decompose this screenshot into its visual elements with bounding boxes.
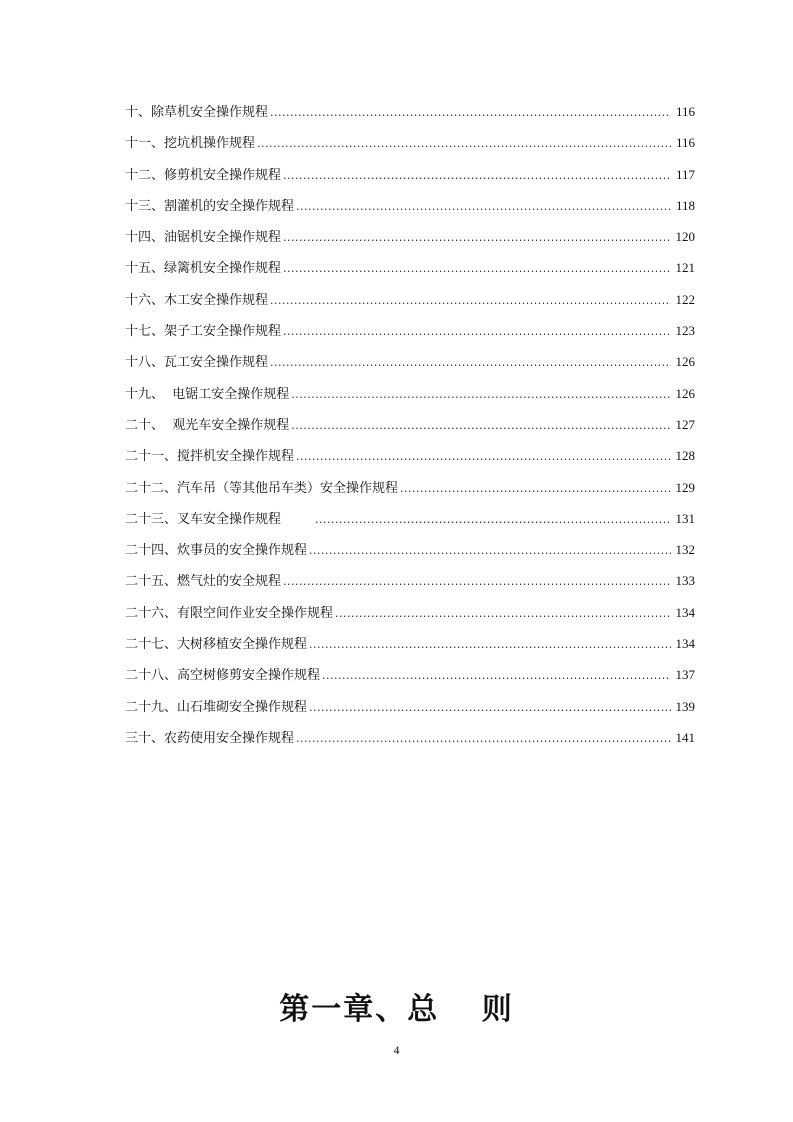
toc-entry-title: 十八、瓦工安全操作规程 bbox=[125, 355, 269, 371]
toc-entry[interactable] bbox=[125, 604, 695, 635]
toc-entry-page: 139 bbox=[675, 698, 695, 714]
toc-leader bbox=[296, 730, 671, 748]
toc-entry-page: 133 bbox=[675, 573, 695, 589]
toc-entry-title: 三十、农药使用安全操作规程 bbox=[125, 730, 295, 746]
toc-entry[interactable] bbox=[125, 447, 695, 478]
toc-leader bbox=[296, 448, 671, 466]
toc-leader bbox=[400, 480, 671, 498]
toc-entry[interactable] bbox=[125, 416, 695, 447]
toc-entry[interactable] bbox=[125, 635, 695, 666]
toc-entry-page: 137 bbox=[675, 667, 695, 683]
toc-entry-page: 123 bbox=[675, 323, 695, 339]
toc-leader bbox=[315, 511, 671, 529]
toc-entry-title: 二十六、有限空间作业安全操作规程 bbox=[125, 605, 334, 621]
table-of-contents bbox=[125, 103, 695, 760]
toc-leader bbox=[296, 198, 671, 216]
toc-entry-title: 十、除草机安全操作规程 bbox=[125, 105, 269, 120]
toc-entry-page: 134 bbox=[675, 604, 695, 620]
toc-entry[interactable] bbox=[125, 322, 695, 353]
toc-leader bbox=[291, 417, 671, 435]
toc-entry-title: 二十八、高空树修剪安全操作规程 bbox=[125, 668, 321, 684]
toc-entry-page: 131 bbox=[675, 510, 695, 526]
toc-entry-page: 126 bbox=[675, 354, 695, 370]
toc-entry-title: 十二、修剪机安全操作规程 bbox=[125, 167, 282, 183]
toc-entry-title: 二十二、汽车吊（等其他吊车类）安全操作规程 bbox=[125, 480, 399, 496]
toc-leader bbox=[257, 135, 671, 153]
toc-entry[interactable] bbox=[125, 259, 695, 290]
toc-entry-page: 116 bbox=[675, 104, 695, 119]
page-number: 4 bbox=[393, 1043, 400, 1057]
toc-entry[interactable] bbox=[125, 134, 695, 165]
toc-entry-title: 十三、割灌机的安全操作规程 bbox=[125, 198, 295, 214]
toc-entry-page: 120 bbox=[675, 229, 695, 245]
toc-entry[interactable] bbox=[125, 385, 695, 416]
toc-entry-title: 二十五、燃气灶的安全规程 bbox=[125, 574, 282, 590]
toc-leader bbox=[283, 573, 671, 591]
toc-entry-title: 二十九、山石堆砌安全操作规程 bbox=[125, 699, 308, 715]
toc-entry[interactable] bbox=[125, 228, 695, 259]
toc-entry-page: 116 bbox=[675, 135, 695, 151]
toc-entry-page: 121 bbox=[675, 260, 695, 276]
toc-leader bbox=[270, 104, 671, 122]
toc-entry-title: 十四、油锯机安全操作规程 bbox=[125, 230, 282, 246]
toc-entry-page: 141 bbox=[675, 729, 695, 745]
toc-entry-title: 十一、挖坑机操作规程 bbox=[125, 136, 256, 152]
toc-entry-page: 118 bbox=[675, 197, 695, 213]
toc-entry-title: 二十三、叉车安全操作规程 bbox=[125, 511, 282, 527]
chapter-heading: 第一章、总 则 bbox=[279, 992, 514, 1027]
toc-entry[interactable] bbox=[125, 291, 695, 322]
toc-leader bbox=[283, 229, 671, 247]
toc-entry[interactable] bbox=[125, 103, 695, 134]
toc-entry-title: 十六、木工安全操作规程 bbox=[125, 292, 269, 308]
toc-entry-title: 二十七、大树移植安全操作规程 bbox=[125, 637, 308, 653]
toc-entry[interactable] bbox=[125, 197, 695, 228]
toc-entry-page: 129 bbox=[675, 479, 695, 495]
toc-entry-title: 二十一、搅拌机安全操作规程 bbox=[125, 449, 295, 465]
toc-leader bbox=[335, 605, 671, 623]
toc-entry-page: 127 bbox=[675, 416, 695, 432]
toc-leader bbox=[283, 260, 671, 278]
toc-leader bbox=[270, 354, 671, 372]
toc-entry[interactable] bbox=[125, 729, 695, 760]
toc-entry-title: 二十四、炊事员的安全操作规程 bbox=[125, 543, 308, 559]
toc-leader bbox=[309, 699, 671, 717]
toc-leader bbox=[283, 167, 671, 185]
toc-entry-page: 132 bbox=[675, 542, 695, 558]
toc-entry-title: 十七、架子工安全操作规程 bbox=[125, 324, 282, 340]
toc-leader bbox=[322, 667, 671, 685]
toc-entry-page: 117 bbox=[675, 166, 695, 182]
toc-entry[interactable] bbox=[125, 166, 695, 197]
toc-entry[interactable] bbox=[125, 479, 695, 510]
toc-leader bbox=[309, 542, 671, 560]
toc-entry-title: 十五、绿篱机安全操作规程 bbox=[125, 261, 282, 277]
toc-leader bbox=[309, 636, 671, 654]
toc-entry-page: 134 bbox=[675, 636, 695, 652]
toc-entry[interactable] bbox=[125, 353, 695, 384]
toc-entry[interactable] bbox=[125, 698, 695, 729]
toc-entry-title: 十九、 电锯工安全操作规程 bbox=[125, 386, 290, 402]
toc-entry-page: 128 bbox=[675, 448, 695, 464]
toc-entry[interactable] bbox=[125, 572, 695, 603]
toc-entry[interactable] bbox=[125, 541, 695, 572]
toc-entry-page: 122 bbox=[675, 291, 695, 307]
toc-entry-title: 二十、 观光车安全操作规程 bbox=[125, 417, 290, 433]
toc-leader bbox=[270, 292, 671, 310]
toc-entry[interactable] bbox=[125, 510, 695, 541]
toc-entry[interactable] bbox=[125, 666, 695, 697]
toc-leader bbox=[283, 323, 671, 341]
toc-leader bbox=[291, 386, 671, 404]
toc-entry-page: 126 bbox=[675, 385, 695, 401]
